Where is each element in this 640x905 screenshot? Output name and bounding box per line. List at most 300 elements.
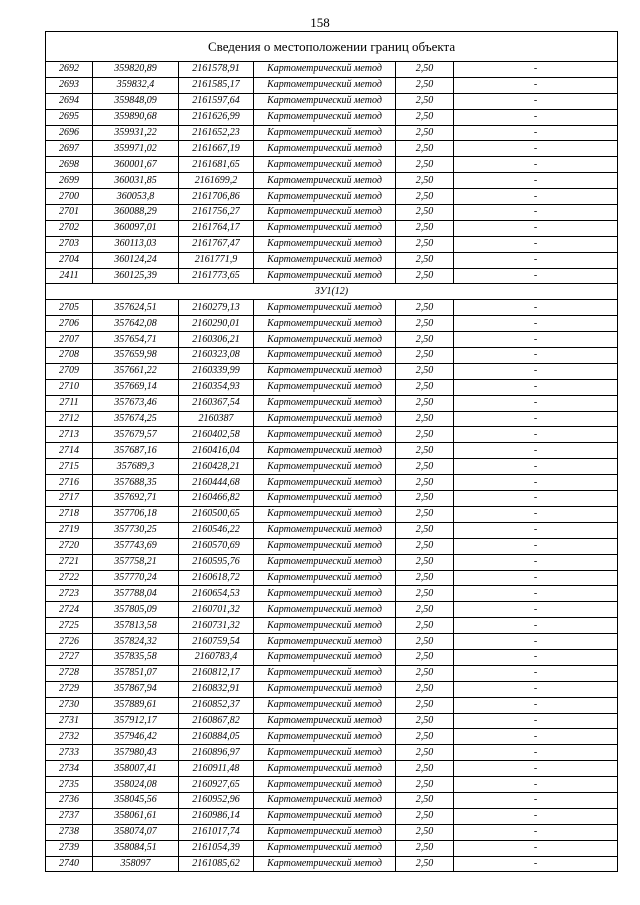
method-cell: Картометрический метод [254, 713, 396, 729]
point-number-cell: 2738 [46, 824, 93, 840]
y-coordinate-cell: 2161771,9 [179, 252, 254, 268]
x-coordinate-cell: 358061,61 [93, 808, 179, 824]
method-cell: Картометрический метод [254, 189, 396, 205]
table-row [46, 491, 618, 507]
point-number-cell: 2730 [46, 697, 93, 713]
accuracy-cell: 2,50 [396, 554, 454, 570]
method-cell: Картометрический метод [254, 602, 396, 618]
description-cell: - [454, 665, 618, 681]
x-coordinate-cell: 357835,58 [93, 649, 179, 665]
accuracy-cell: 2,50 [396, 745, 454, 761]
description-cell: - [454, 173, 618, 189]
accuracy-cell: 2,50 [396, 761, 454, 777]
description-cell: - [454, 427, 618, 443]
x-coordinate-cell: 357669,14 [93, 379, 179, 395]
x-coordinate-cell: 358045,56 [93, 792, 179, 808]
x-coordinate-cell: 357743,69 [93, 538, 179, 554]
table-row [46, 761, 618, 777]
x-coordinate-cell: 357624,51 [93, 300, 179, 316]
table-row [46, 268, 618, 284]
table-title-row [46, 32, 618, 62]
method-cell: Картометрический метод [254, 665, 396, 681]
table-row [46, 554, 618, 570]
method-cell: Картометрический метод [254, 205, 396, 221]
method-cell: Картометрический метод [254, 634, 396, 650]
point-number-cell: 2719 [46, 522, 93, 538]
table-row [46, 62, 618, 78]
description-cell: - [454, 109, 618, 125]
y-coordinate-cell: 2161626,99 [179, 109, 254, 125]
y-coordinate-cell: 2160416,04 [179, 443, 254, 459]
description-cell: - [454, 586, 618, 602]
table-row [46, 665, 618, 681]
point-number-cell: 2720 [46, 538, 93, 554]
x-coordinate-cell: 357912,17 [93, 713, 179, 729]
table-row [46, 93, 618, 109]
y-coordinate-cell: 2160832,91 [179, 681, 254, 697]
point-number-cell: 2717 [46, 491, 93, 507]
x-coordinate-cell: 360053,8 [93, 189, 179, 205]
x-coordinate-cell: 359848,09 [93, 93, 179, 109]
method-cell: Картометрический метод [254, 379, 396, 395]
method-cell: Картометрический метод [254, 777, 396, 793]
y-coordinate-cell: 2160986,14 [179, 808, 254, 824]
y-coordinate-cell: 2161699,2 [179, 173, 254, 189]
y-coordinate-cell: 2161585,17 [179, 77, 254, 93]
description-cell: - [454, 729, 618, 745]
description-cell: - [454, 491, 618, 507]
y-coordinate-cell: 2160339,99 [179, 363, 254, 379]
description-cell: - [454, 379, 618, 395]
description-cell: - [454, 189, 618, 205]
accuracy-cell: 2,50 [396, 697, 454, 713]
method-cell: Картометрический метод [254, 173, 396, 189]
x-coordinate-cell: 360031,85 [93, 173, 179, 189]
accuracy-cell: 2,50 [396, 538, 454, 554]
y-coordinate-cell: 2160701,32 [179, 602, 254, 618]
point-number-cell: 2710 [46, 379, 93, 395]
point-number-cell: 2729 [46, 681, 93, 697]
method-cell: Картометрический метод [254, 220, 396, 236]
table-row [46, 618, 618, 634]
method-cell: Картометрический метод [254, 348, 396, 364]
y-coordinate-cell: 2160428,21 [179, 459, 254, 475]
y-coordinate-cell: 2161054,39 [179, 840, 254, 856]
accuracy-cell: 2,50 [396, 713, 454, 729]
description-cell: - [454, 792, 618, 808]
accuracy-cell: 2,50 [396, 316, 454, 332]
description-cell: - [454, 840, 618, 856]
y-coordinate-cell: 2160896,97 [179, 745, 254, 761]
method-cell: Картометрический метод [254, 157, 396, 173]
table-row [46, 348, 618, 364]
y-coordinate-cell: 2160387 [179, 411, 254, 427]
table-row [46, 522, 618, 538]
x-coordinate-cell: 357770,24 [93, 570, 179, 586]
accuracy-cell: 2,50 [396, 506, 454, 522]
description-cell: - [454, 475, 618, 491]
description-cell: - [454, 745, 618, 761]
table-row [46, 459, 618, 475]
table-row [46, 681, 618, 697]
x-coordinate-cell: 357654,71 [93, 332, 179, 348]
point-number-cell: 2736 [46, 792, 93, 808]
accuracy-cell: 2,50 [396, 777, 454, 793]
method-cell: Картометрический метод [254, 856, 396, 872]
point-number-cell: 2698 [46, 157, 93, 173]
point-number-cell: 2723 [46, 586, 93, 602]
table-row [46, 602, 618, 618]
y-coordinate-cell: 2160323,08 [179, 348, 254, 364]
description-cell: - [454, 395, 618, 411]
section-label: ЗУ1(12) [46, 284, 618, 300]
description-cell: - [454, 125, 618, 141]
accuracy-cell: 2,50 [396, 77, 454, 93]
accuracy-cell: 2,50 [396, 411, 454, 427]
y-coordinate-cell: 2160595,76 [179, 554, 254, 570]
x-coordinate-cell: 357867,94 [93, 681, 179, 697]
y-coordinate-cell: 2161681,65 [179, 157, 254, 173]
method-cell: Картометрический метод [254, 506, 396, 522]
accuracy-cell: 2,50 [396, 729, 454, 745]
method-cell: Картометрический метод [254, 491, 396, 507]
y-coordinate-cell: 2160444,68 [179, 475, 254, 491]
method-cell: Картометрический метод [254, 363, 396, 379]
point-number-cell: 2700 [46, 189, 93, 205]
method-cell: Картометрический метод [254, 77, 396, 93]
accuracy-cell: 2,50 [396, 395, 454, 411]
point-number-cell: 2707 [46, 332, 93, 348]
x-coordinate-cell: 357706,18 [93, 506, 179, 522]
x-coordinate-cell: 357980,43 [93, 745, 179, 761]
y-coordinate-cell: 2161706,86 [179, 189, 254, 205]
x-coordinate-cell: 357642,08 [93, 316, 179, 332]
y-coordinate-cell: 2160402,58 [179, 427, 254, 443]
method-cell: Картометрический метод [254, 586, 396, 602]
accuracy-cell: 2,50 [396, 681, 454, 697]
description-cell: - [454, 236, 618, 252]
method-cell: Картометрический метод [254, 411, 396, 427]
y-coordinate-cell: 2161764,17 [179, 220, 254, 236]
description-cell: - [454, 506, 618, 522]
accuracy-cell: 2,50 [396, 665, 454, 681]
table-row [46, 316, 618, 332]
description-cell: - [454, 713, 618, 729]
point-number-cell: 2702 [46, 220, 93, 236]
point-number-cell: 2739 [46, 840, 93, 856]
description-cell: - [454, 363, 618, 379]
y-coordinate-cell: 2161767,47 [179, 236, 254, 252]
point-number-cell: 2726 [46, 634, 93, 650]
method-cell: Картометрический метод [254, 236, 396, 252]
point-number-cell: 2711 [46, 395, 93, 411]
y-coordinate-cell: 2160546,22 [179, 522, 254, 538]
method-cell: Картометрический метод [254, 554, 396, 570]
method-cell: Картометрический метод [254, 792, 396, 808]
y-coordinate-cell: 2160279,13 [179, 300, 254, 316]
point-number-cell: 2692 [46, 62, 93, 78]
description-cell: - [454, 62, 618, 78]
point-number-cell: 2735 [46, 777, 93, 793]
x-coordinate-cell: 359971,02 [93, 141, 179, 157]
x-coordinate-cell: 357851,07 [93, 665, 179, 681]
y-coordinate-cell: 2160570,69 [179, 538, 254, 554]
accuracy-cell: 2,50 [396, 332, 454, 348]
method-cell: Картометрический метод [254, 745, 396, 761]
x-coordinate-cell: 357889,61 [93, 697, 179, 713]
point-number-cell: 2411 [46, 268, 93, 284]
description-cell: - [454, 411, 618, 427]
y-coordinate-cell: 2160867,82 [179, 713, 254, 729]
method-cell: Картометрический метод [254, 729, 396, 745]
point-number-cell: 2734 [46, 761, 93, 777]
point-number-cell: 2701 [46, 205, 93, 221]
x-coordinate-cell: 358024,08 [93, 777, 179, 793]
point-number-cell: 2695 [46, 109, 93, 125]
point-number-cell: 2696 [46, 125, 93, 141]
method-cell: Картометрический метод [254, 697, 396, 713]
table-row [46, 570, 618, 586]
description-cell: - [454, 777, 618, 793]
description-cell: - [454, 697, 618, 713]
x-coordinate-cell: 357805,09 [93, 602, 179, 618]
accuracy-cell: 2,50 [396, 634, 454, 650]
method-cell: Картометрический метод [254, 125, 396, 141]
y-coordinate-cell: 2161085,62 [179, 856, 254, 872]
method-cell: Картометрический метод [254, 93, 396, 109]
x-coordinate-cell: 358007,41 [93, 761, 179, 777]
table-row [46, 157, 618, 173]
table-row [46, 729, 618, 745]
description-cell: - [454, 856, 618, 872]
point-number-cell: 2737 [46, 808, 93, 824]
table-row [46, 189, 618, 205]
accuracy-cell: 2,50 [396, 522, 454, 538]
x-coordinate-cell: 358084,51 [93, 840, 179, 856]
method-cell: Картометрический метод [254, 649, 396, 665]
y-coordinate-cell: 2160354,93 [179, 379, 254, 395]
boundary-coordinates-table [45, 31, 618, 872]
table-row [46, 840, 618, 856]
y-coordinate-cell: 2160731,32 [179, 618, 254, 634]
table-row [46, 300, 618, 316]
method-cell: Картометрический метод [254, 681, 396, 697]
description-cell: - [454, 681, 618, 697]
table-row [46, 220, 618, 236]
table-row [46, 427, 618, 443]
description-cell: - [454, 634, 618, 650]
y-coordinate-cell: 2161017,74 [179, 824, 254, 840]
method-cell: Картометрический метод [254, 332, 396, 348]
point-number-cell: 2705 [46, 300, 93, 316]
table-row [46, 634, 618, 650]
description-cell: - [454, 649, 618, 665]
y-coordinate-cell: 2160618,72 [179, 570, 254, 586]
table-row [46, 697, 618, 713]
description-cell: - [454, 316, 618, 332]
point-number-cell: 2718 [46, 506, 93, 522]
table-row [46, 363, 618, 379]
accuracy-cell: 2,50 [396, 157, 454, 173]
description-cell: - [454, 141, 618, 157]
x-coordinate-cell: 357692,71 [93, 491, 179, 507]
y-coordinate-cell: 2160759,54 [179, 634, 254, 650]
description-cell: - [454, 268, 618, 284]
table-row [46, 379, 618, 395]
y-coordinate-cell: 2160500,65 [179, 506, 254, 522]
point-number-cell: 2697 [46, 141, 93, 157]
table-row [46, 395, 618, 411]
point-number-cell: 2721 [46, 554, 93, 570]
description-cell: - [454, 205, 618, 221]
y-coordinate-cell: 2160852,37 [179, 697, 254, 713]
x-coordinate-cell: 357813,58 [93, 618, 179, 634]
accuracy-cell: 2,50 [396, 379, 454, 395]
x-coordinate-cell: 357687,16 [93, 443, 179, 459]
point-number-cell: 2703 [46, 236, 93, 252]
table-row [46, 649, 618, 665]
method-cell: Картометрический метод [254, 618, 396, 634]
point-number-cell: 2694 [46, 93, 93, 109]
method-cell: Картометрический метод [254, 538, 396, 554]
table-row [46, 475, 618, 491]
accuracy-cell: 2,50 [396, 220, 454, 236]
table-row [46, 824, 618, 840]
description-cell: - [454, 300, 618, 316]
accuracy-cell: 2,50 [396, 300, 454, 316]
description-cell: - [454, 252, 618, 268]
point-number-cell: 2704 [46, 252, 93, 268]
description-cell: - [454, 824, 618, 840]
table-row [46, 77, 618, 93]
point-number-cell: 2732 [46, 729, 93, 745]
table-row [46, 792, 618, 808]
point-number-cell: 2716 [46, 475, 93, 491]
point-number-cell: 2722 [46, 570, 93, 586]
y-coordinate-cell: 2161773,65 [179, 268, 254, 284]
description-cell: - [454, 443, 618, 459]
method-cell: Картометрический метод [254, 459, 396, 475]
method-cell: Картометрический метод [254, 427, 396, 443]
description-cell: - [454, 570, 618, 586]
method-cell: Картометрический метод [254, 443, 396, 459]
x-coordinate-cell: 357758,21 [93, 554, 179, 570]
accuracy-cell: 2,50 [396, 363, 454, 379]
accuracy-cell: 2,50 [396, 141, 454, 157]
method-cell: Картометрический метод [254, 522, 396, 538]
accuracy-cell: 2,50 [396, 109, 454, 125]
method-cell: Картометрический метод [254, 475, 396, 491]
table-row [46, 538, 618, 554]
y-coordinate-cell: 2160783,4 [179, 649, 254, 665]
x-coordinate-cell: 360125,39 [93, 268, 179, 284]
method-cell: Картометрический метод [254, 62, 396, 78]
table-row [46, 586, 618, 602]
accuracy-cell: 2,50 [396, 824, 454, 840]
y-coordinate-cell: 2160884,05 [179, 729, 254, 745]
accuracy-cell: 2,50 [396, 93, 454, 109]
accuracy-cell: 2,50 [396, 427, 454, 443]
y-coordinate-cell: 2160306,21 [179, 332, 254, 348]
description-cell: - [454, 348, 618, 364]
accuracy-cell: 2,50 [396, 618, 454, 634]
x-coordinate-cell: 357661,22 [93, 363, 179, 379]
y-coordinate-cell: 2161578,91 [179, 62, 254, 78]
y-coordinate-cell: 2160654,53 [179, 586, 254, 602]
description-cell: - [454, 602, 618, 618]
page-number: 158 [310, 15, 330, 30]
method-cell: Картометрический метод [254, 141, 396, 157]
accuracy-cell: 2,50 [396, 268, 454, 284]
x-coordinate-cell: 357659,98 [93, 348, 179, 364]
x-coordinate-cell: 357679,57 [93, 427, 179, 443]
method-cell: Картометрический метод [254, 808, 396, 824]
point-number-cell: 2708 [46, 348, 93, 364]
x-coordinate-cell: 357688,35 [93, 475, 179, 491]
x-coordinate-cell: 357788,04 [93, 586, 179, 602]
accuracy-cell: 2,50 [396, 252, 454, 268]
table-row [46, 777, 618, 793]
x-coordinate-cell: 360113,03 [93, 236, 179, 252]
point-number-cell: 2709 [46, 363, 93, 379]
x-coordinate-cell: 359890,68 [93, 109, 179, 125]
y-coordinate-cell: 2160927,65 [179, 777, 254, 793]
accuracy-cell: 2,50 [396, 570, 454, 586]
y-coordinate-cell: 2160952,96 [179, 792, 254, 808]
accuracy-cell: 2,50 [396, 856, 454, 872]
accuracy-cell: 2,50 [396, 62, 454, 78]
table-row [46, 173, 618, 189]
x-coordinate-cell: 357824,32 [93, 634, 179, 650]
accuracy-cell: 2,50 [396, 602, 454, 618]
point-number-cell: 2728 [46, 665, 93, 681]
y-coordinate-cell: 2160367,54 [179, 395, 254, 411]
table-row [46, 745, 618, 761]
description-cell: - [454, 538, 618, 554]
description-cell: - [454, 77, 618, 93]
point-number-cell: 2724 [46, 602, 93, 618]
x-coordinate-cell: 357946,42 [93, 729, 179, 745]
point-number-cell: 2725 [46, 618, 93, 634]
accuracy-cell: 2,50 [396, 840, 454, 856]
x-coordinate-cell: 360001,67 [93, 157, 179, 173]
accuracy-cell: 2,50 [396, 649, 454, 665]
accuracy-cell: 2,50 [396, 125, 454, 141]
description-cell: - [454, 332, 618, 348]
method-cell: Картометрический метод [254, 109, 396, 125]
accuracy-cell: 2,50 [396, 792, 454, 808]
point-number-cell: 2712 [46, 411, 93, 427]
table-row [46, 205, 618, 221]
point-number-cell: 2693 [46, 77, 93, 93]
method-cell: Картометрический метод [254, 824, 396, 840]
y-coordinate-cell: 2161756,27 [179, 205, 254, 221]
description-cell: - [454, 220, 618, 236]
x-coordinate-cell: 360124,24 [93, 252, 179, 268]
table-title: Сведения о местоположении границ объекта [46, 32, 618, 62]
table-row [46, 332, 618, 348]
accuracy-cell: 2,50 [396, 205, 454, 221]
x-coordinate-cell: 359832,4 [93, 77, 179, 93]
table-row [46, 808, 618, 824]
y-coordinate-cell: 2161667,19 [179, 141, 254, 157]
method-cell: Картометрический метод [254, 570, 396, 586]
description-cell: - [454, 618, 618, 634]
accuracy-cell: 2,50 [396, 173, 454, 189]
accuracy-cell: 2,50 [396, 459, 454, 475]
table-row [46, 713, 618, 729]
method-cell: Картометрический метод [254, 252, 396, 268]
